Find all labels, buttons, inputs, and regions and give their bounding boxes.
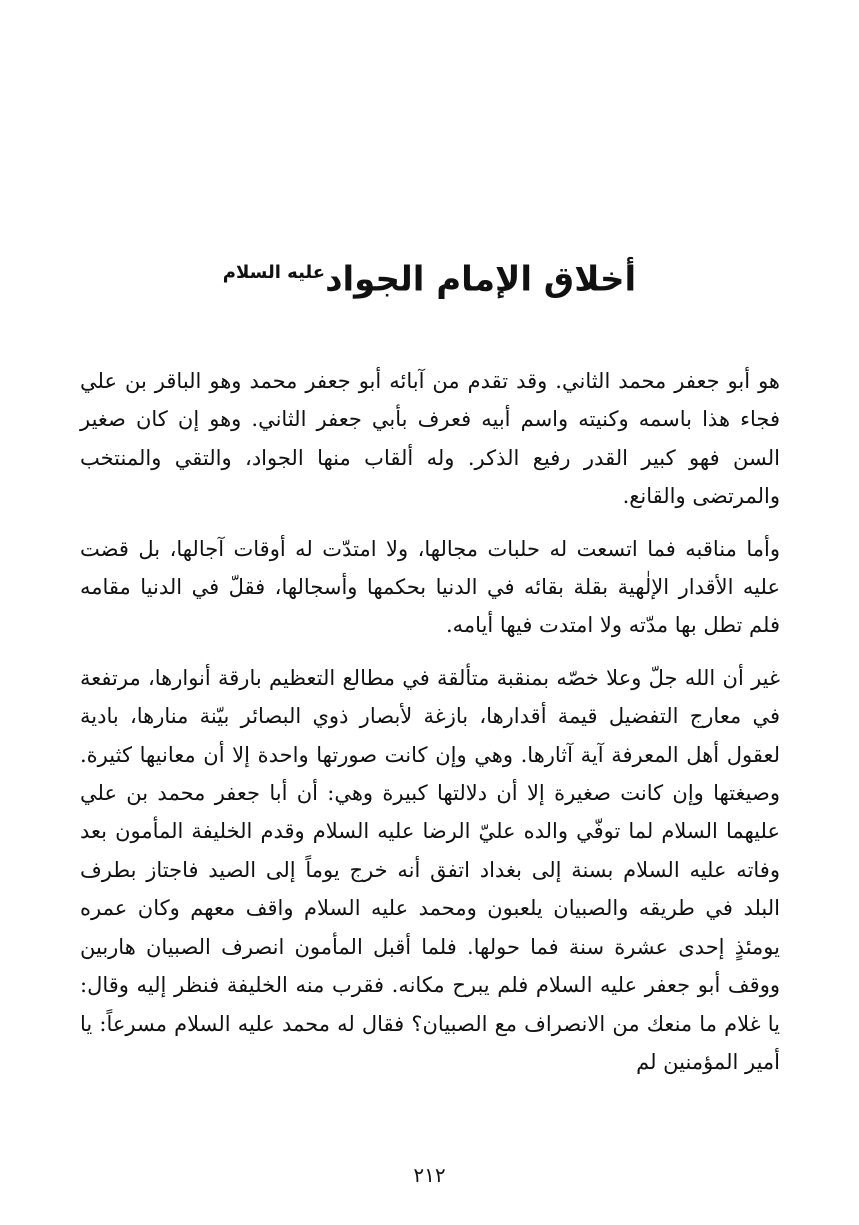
- body-text: [80, 362, 780, 1095]
- chapter-title-text: أخلاق الإمام الجواد: [325, 259, 637, 300]
- paragraph-3: غير أن الله جلّ وعلا خصّه بمنقبة متألقة في مطالع التعظيم بارقة أنوارها، مرتفعة في معارج التفضيل قيمة أقدارها، بازغة لأبصار ذوي البصائر بيّنة منارها، بادية لعقول أهل المعرفة آية آثارها. وهي وإن كانت صورتها واحدة إلا أن معانيها كثيرة. وصيغتها وإن كانت صغيرة إلا أن دلالتها كبيرة وهي: أن أبا جعفر محمد بن علي عليهما السلام لما توفّي والده عليّ الرضا عليه السلام وقدم الخليفة المأمون بعد وفاته عليه السلام بسنة إلى بغداد اتفق أنه خرج يوماً إلى الصيد فاجتاز بطرف البلد في طريقه والصبيان يلعبون ومحمد عليه السلام واقف معهم وكان عمره يومئذٍ إحدى عشرة سنة فما حولها. فلما أقبل المأمون انصرف الصبيان هاربين ووقف أبو جعفر عليه السلام فلم يبرح مكانه. فقرب منه الخليفة فنظر إليه وقال: يا غلام ما منعك من الانصراف مع الصبيان؟ فقال له محمد عليه السلام مسرعاً: يا أمير المؤمنين لم: [80, 665, 780, 1074]
- page-number: ٢١٢: [413, 1163, 446, 1187]
- paragraph-2: وأما مناقبه فما اتسعت له حلبات مجالها، ولا امتدّت له أوقات آجالها، بل قضت عليه الأقدار الإلٰهية بقلة بقائه في الدنيا بحكمها وأسجالها، فقلّ في الدنيا مقامه فلم تطل بها مدّته ولا امتدت فيها أيامه.: [80, 536, 780, 638]
- honorific-mark: عليه السلام: [222, 262, 326, 283]
- paragraph-1: هو أبو جعفر محمد الثاني. وقد تقدم من آبائه أبو جعفر محمد وهو الباقر بن علي فجاء هذا باسمه وكنيته واسم أبيه فعرف بأبي جعفر الثاني. وهو إن كان صغير السن فهو كبير القدر رفيع الذكر. وله ألقاب منها الجواد، والتقي والمنتخب والمرتضى والقانع.: [80, 369, 780, 509]
- chapter-title: [0, 245, 859, 307]
